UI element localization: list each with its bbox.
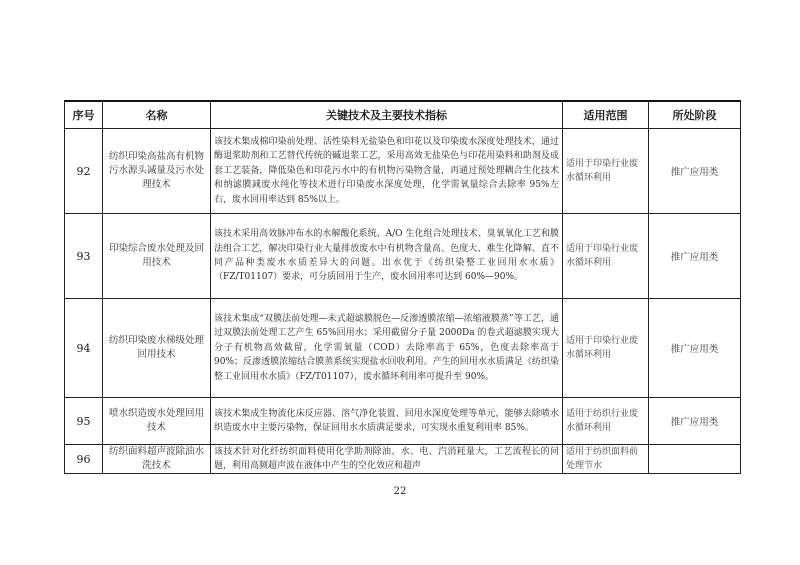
row-description [211,445,563,474]
table-row [65,129,741,214]
technology-table [64,100,741,474]
row-name: 纺织印染高盐高有机物污水源头减量及污水处理技术 [103,129,211,214]
row-stage: 推广应用类 [649,299,741,398]
row-name [103,445,211,474]
row-scope-text: 适用于纺织面料前处理节水 [566,447,639,471]
row-stage: 推广应用类 [649,398,741,445]
table-header-row [65,101,741,129]
row-scope: 适用于印染行业废水循环利用 [563,214,649,299]
row-name: 喷水织造废水处理回用技术 [103,398,211,445]
row-no: 94 [65,299,103,398]
header-tech: 关键技术及主要技术指标 [211,101,563,129]
header-stage: 所处阶段 [649,101,741,129]
table-row [65,445,741,474]
row-no: 96 [65,445,103,474]
row-scope [563,445,649,474]
row-description: 该技术集成“双膜法前处理—未式超滤膜脱色—反渗透膜浓缩—浓缩液膜蒸”等工艺，通过双膜法前处理工艺产生 65%回用水；采用截留分子量 2000Da 的卷式超滤膜实现大分子有机物高效截留，化学需氧量（COD）去除率高于 65%，色度去除率高于 90%；反渗透膜浓缩结合膜蒸系统实现盐水回收利用。产生的回用水水质满足《纺织染整工业回用水水质》（FZ/T01107），废水循环利用率可提升至 90%。 [211,299,563,398]
row-scope: 适用于印染行业废水循环利用 [563,299,649,398]
row-name-text: 纺织面料超声波除油水洗技术 [108,446,204,471]
row-scope: 适用于印染行业废水循环利用 [563,129,649,214]
row-no: 92 [65,129,103,214]
row-scope: 适用于纺织行业废水循环利用 [563,398,649,445]
header-no: 序号 [65,101,103,129]
row-stage: 推广应用类 [649,214,741,299]
header-name: 名称 [103,101,211,129]
table-row [65,398,741,445]
row-stage: 推广应用类 [649,129,741,214]
page-number: 22 [393,486,407,497]
row-no: 95 [65,398,103,445]
row-no: 93 [65,214,103,299]
header-scope: 适用范围 [563,101,649,129]
row-name: 印染综合废水处理及回用技术 [103,214,211,299]
row-description-text: 该技术针对化纤纺织面料使用化学助剂除油、水、电、汽消耗量大，工艺流程长的问题，利用高频超声波在液体中产生的空化效应和超声 [214,447,559,472]
row-description: 该技术集成生物流化床反应器、溶气净化装置、回用水深度处理等单元，能够去除喷水织造废水中主要污染物，保证回用水水质满足要求，可实现水重复利用率 85%。 [211,398,563,445]
row-name: 纺织印染废水梯级处理回用技术 [103,299,211,398]
row-description: 该技术集成棉印染前处理、活性染料无盐染色和印花以及印染废水深度处理技术，通过酶退浆助剂和工艺替代传统的碱退浆工艺，采用高效无盐染色与印花用染料和助剂及成套工艺装备，降低染色和印花污水中的有机物污染物含量，再通过预处理耦合生化技术和纳滤膜减废水纯化等技术进行印染废水深度处理，化学需氧量综合去除率 95%左右，废水回用率达到 85%以上。 [211,129,563,214]
row-description: 该技术采用高效脉冲布水的水解酸化系统、A/O 生化组合处理技术、臭氧氧化工艺和膜法组合工艺，解决印染行业大量排放废水中有机物含量高、色度大、难生化降解、直不同产品种类废水水质差异大的问题。出水优于《纺织染整工业回用水水质》（FZ/T01107）要求，可分质回用于生产，废水回用率可达到 60%—90%。 [211,214,563,299]
row-stage [649,445,741,474]
table-row [65,299,741,398]
table-row [65,214,741,299]
